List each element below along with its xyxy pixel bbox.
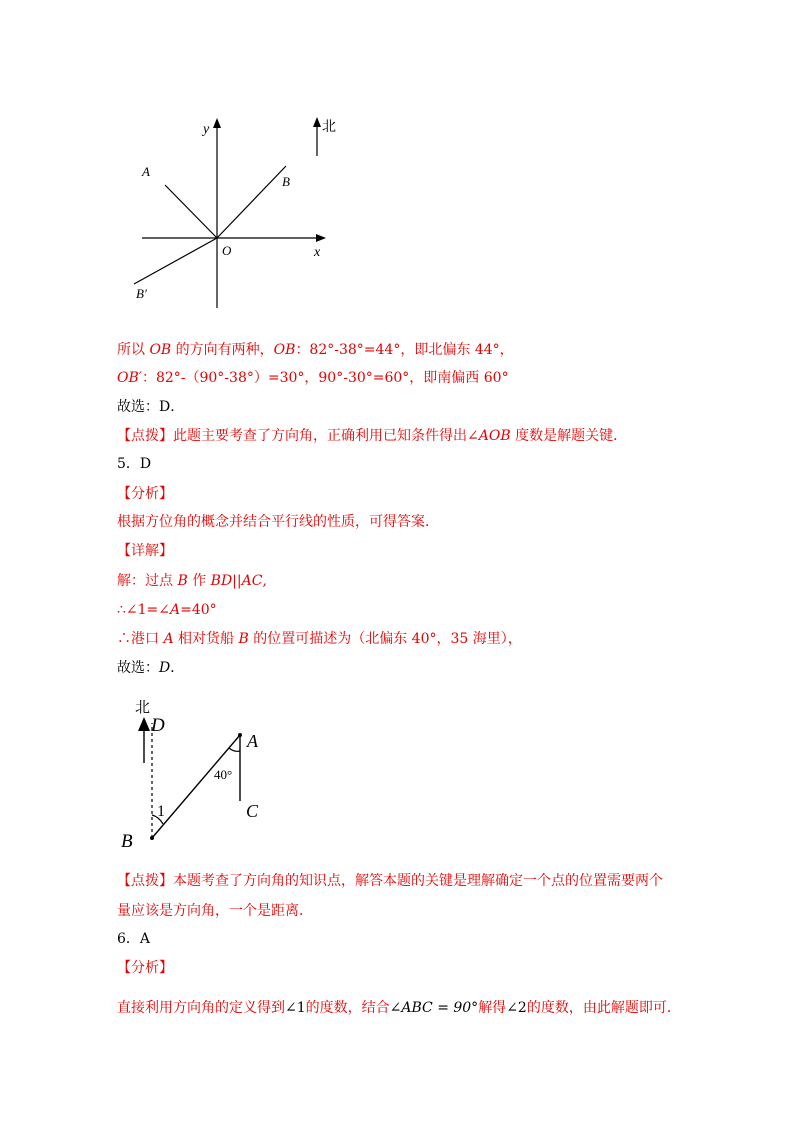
text-segment: 故选：: [117, 660, 159, 676]
point-b-label: B: [282, 174, 290, 189]
text-segment: ．: [170, 660, 185, 676]
text-segment: ,: [262, 573, 267, 589]
angle-1-label: 1: [157, 803, 165, 820]
text-segment: BD: [210, 573, 233, 589]
text-segment: OB: [149, 342, 172, 358]
text-segment: B: [238, 631, 249, 647]
text-line: [117, 397, 184, 417]
point-c-label: C: [246, 801, 259, 821]
figure-axes: [130, 112, 360, 322]
text-line: [117, 571, 267, 591]
text-segment: ∠ABC = 90°: [389, 1000, 479, 1016]
text-line: [117, 512, 439, 532]
text-segment: 根据方位角的概念并结合平行线的性质，可得答案．: [117, 514, 439, 530]
text-segment: 6．A: [117, 931, 151, 947]
text-segment: 解得: [478, 1000, 507, 1016]
text-line: [117, 368, 509, 388]
text-segment: ：82°-（90°-38°）=30°，90°-30°=60°，即南偏西 60°: [141, 370, 509, 386]
text-segment: AOB: [478, 428, 511, 444]
text-line: [117, 958, 173, 978]
point-b-label-2: B: [121, 831, 133, 852]
point-d-label: D: [151, 715, 165, 736]
text-line: [117, 998, 681, 1018]
text-segment: ∴港口: [117, 631, 164, 647]
text-segment: D: [159, 660, 171, 676]
angle-label: 40°: [214, 767, 233, 782]
text-segment: B: [177, 573, 188, 589]
text-segment: OB′: [117, 370, 142, 386]
text-segment: 所以: [117, 342, 150, 358]
text-segment: 【点拨】本题考查了方向角的知识点，解答本题的关键是理解确定一个点的位置需要两个: [117, 873, 663, 889]
text-line: [117, 658, 184, 678]
text-segment: ：82°-38°=44°，即北偏东 44°，: [295, 342, 514, 358]
text-segment: 相对货船: [173, 631, 239, 647]
text-line: [117, 541, 173, 561]
text-segment: OB: [273, 342, 296, 358]
text-segment: ∴∠1=∠: [117, 602, 171, 618]
north-label-1: 北: [322, 120, 336, 135]
text-segment: 的度数，结合: [305, 1000, 390, 1016]
text-segment: 故选：D．: [117, 399, 185, 415]
text-line: [117, 629, 522, 649]
point-a-label-2: A: [247, 731, 258, 751]
text-segment: 【详解】: [117, 543, 173, 559]
axis-x-label: x: [314, 245, 321, 260]
text-segment: 的位置可描述为（北偏东 40°，35 海里），: [248, 631, 522, 647]
text-segment: =40°: [180, 602, 217, 618]
point-bprime-label: B′: [136, 286, 147, 301]
text-line: [117, 484, 173, 504]
north-label-2: 北: [135, 700, 151, 716]
text-line: [117, 600, 217, 620]
text-line: [117, 426, 627, 446]
text-line: [117, 871, 663, 891]
text-segment: 的度数，由此解题即可．: [526, 1000, 681, 1016]
text-segment: 5．D: [117, 456, 152, 472]
point-o-label: O: [222, 243, 232, 258]
text-segment: ||: [232, 573, 242, 589]
text-segment: 量应该是方向角，一个是距离．: [117, 903, 313, 919]
text-line: [117, 340, 514, 360]
text-segment: AC: [241, 573, 263, 589]
text-segment: 直接利用方向角的定义得到: [117, 1000, 285, 1016]
point-a-label: A: [142, 164, 150, 179]
text-segment: 【分析】: [117, 960, 173, 976]
text-line: [117, 901, 313, 921]
text-segment: ∠2: [506, 1000, 527, 1016]
text-segment: 解：过点: [117, 573, 178, 589]
text-segment: A: [163, 631, 174, 647]
text-segment: 的方向有两种，: [171, 342, 274, 358]
text-line: [117, 454, 151, 474]
text-segment: 【分析】: [117, 486, 173, 502]
figure-direction: [115, 695, 275, 855]
text-segment: ∠1: [285, 1000, 306, 1016]
text-segment: A: [170, 602, 181, 618]
axis-y-label: y: [203, 122, 210, 137]
text-line: [117, 929, 150, 949]
text-segment: 度数是解题关键．: [510, 428, 628, 444]
text-segment: 【点拨】此题主要考查了方向角，正确利用已知条件得出∠: [117, 428, 479, 444]
text-segment: 作: [187, 573, 211, 589]
